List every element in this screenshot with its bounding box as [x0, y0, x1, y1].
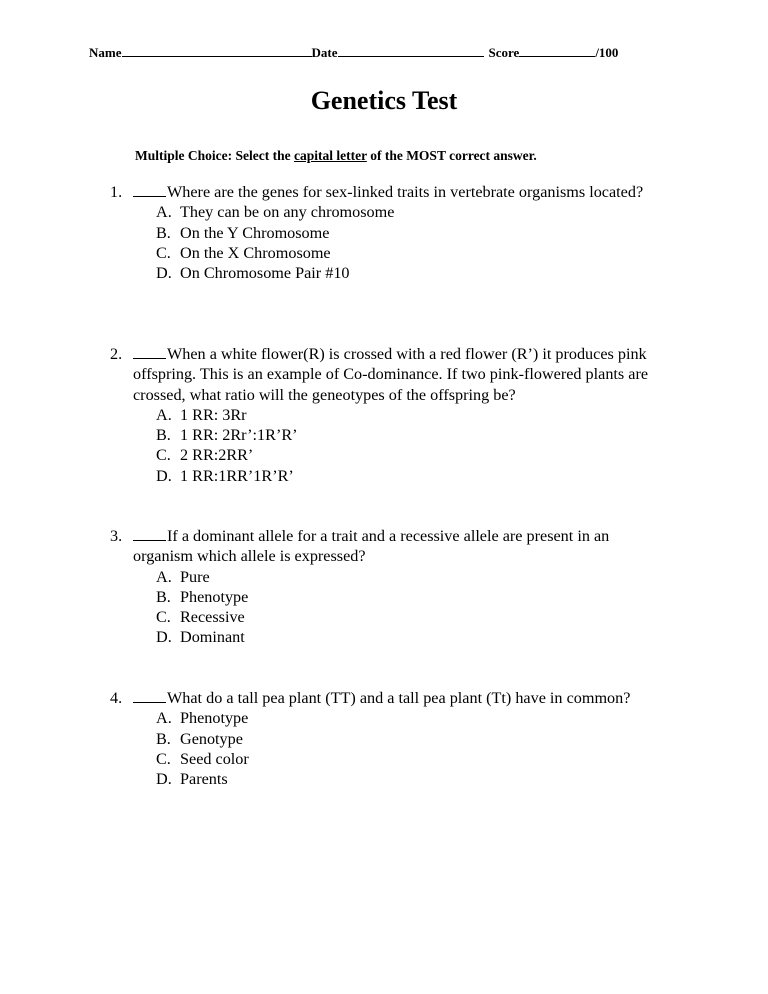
options-list [110, 202, 670, 283]
answer-blank[interactable] [133, 689, 166, 703]
option-b: B. On the Y Chromosome [156, 223, 330, 242]
question-text: If a dominant allele for a trait and a recessive allele are present in an organism which allele is expressed? [133, 527, 610, 566]
instructions-suffix: of the MOST correct answer. [366, 148, 537, 163]
question-number: 4. [110, 689, 123, 707]
option-d: D. Parents [156, 770, 228, 789]
option-a: A. Pure [156, 567, 210, 586]
name-label: Name [89, 45, 122, 60]
question-2 [110, 344, 670, 486]
question-3 [110, 526, 670, 648]
question-1 [110, 182, 670, 283]
options-list [110, 567, 670, 648]
instructions-underlined: capital letter [293, 148, 367, 163]
answer-blank[interactable] [133, 527, 166, 541]
option-a: A. They can be on any chromosome [156, 203, 395, 222]
question-number: 1. [110, 183, 123, 201]
score-blank[interactable] [519, 46, 595, 57]
option-a: A. Phenotype [156, 709, 249, 728]
option-d: D. 1 RR:1RR’1R’R’ [156, 466, 294, 485]
option-c: C. On the X Chromosome [156, 243, 331, 262]
question-text: When a white flower(R) is crossed with a red flower (R’) it produces pink offspring. This is an example of Co-dominance. If two pink-flowered plants are crossed, what ratio will the geneotypes of the offspring be? [133, 345, 649, 404]
option-c: C. Seed color [156, 749, 249, 768]
option-b: B. 1 RR: 2Rr’:1R’R’ [156, 426, 298, 445]
option-c: C. 2 RR:2RR’ [156, 446, 254, 465]
name-blank[interactable] [122, 46, 312, 57]
page-title: Genetics Test [310, 86, 458, 115]
question-number: 2. [110, 345, 123, 363]
answer-blank[interactable] [133, 183, 166, 197]
date-label: Date [311, 45, 338, 60]
question-text: What do a tall pea plant (TT) and a tall pea plant (Tt) have in common? [167, 689, 631, 707]
instructions-prefix: Multiple Choice: Select the [135, 148, 294, 163]
score-total: /100 [595, 45, 619, 60]
date-blank[interactable] [338, 46, 484, 57]
option-b: B. Phenotype [156, 587, 249, 606]
option-d: D. Dominant [156, 628, 245, 647]
option-d: D. On Chromosome Pair #10 [156, 264, 350, 283]
option-a: A. 1 RR: 3Rr [156, 405, 247, 424]
question-text: Where are the genes for sex-linked traits in vertebrate organisms located? [167, 183, 644, 201]
options-list [110, 405, 670, 486]
score-label: Score [488, 45, 520, 60]
student-info-header [89, 45, 689, 61]
answer-blank[interactable] [133, 345, 166, 359]
option-c: C. Recessive [156, 608, 245, 627]
question-4 [110, 688, 670, 789]
options-list [110, 708, 670, 789]
question-number: 3. [110, 527, 123, 545]
option-b: B. Genotype [156, 729, 243, 748]
instructions [135, 148, 537, 164]
